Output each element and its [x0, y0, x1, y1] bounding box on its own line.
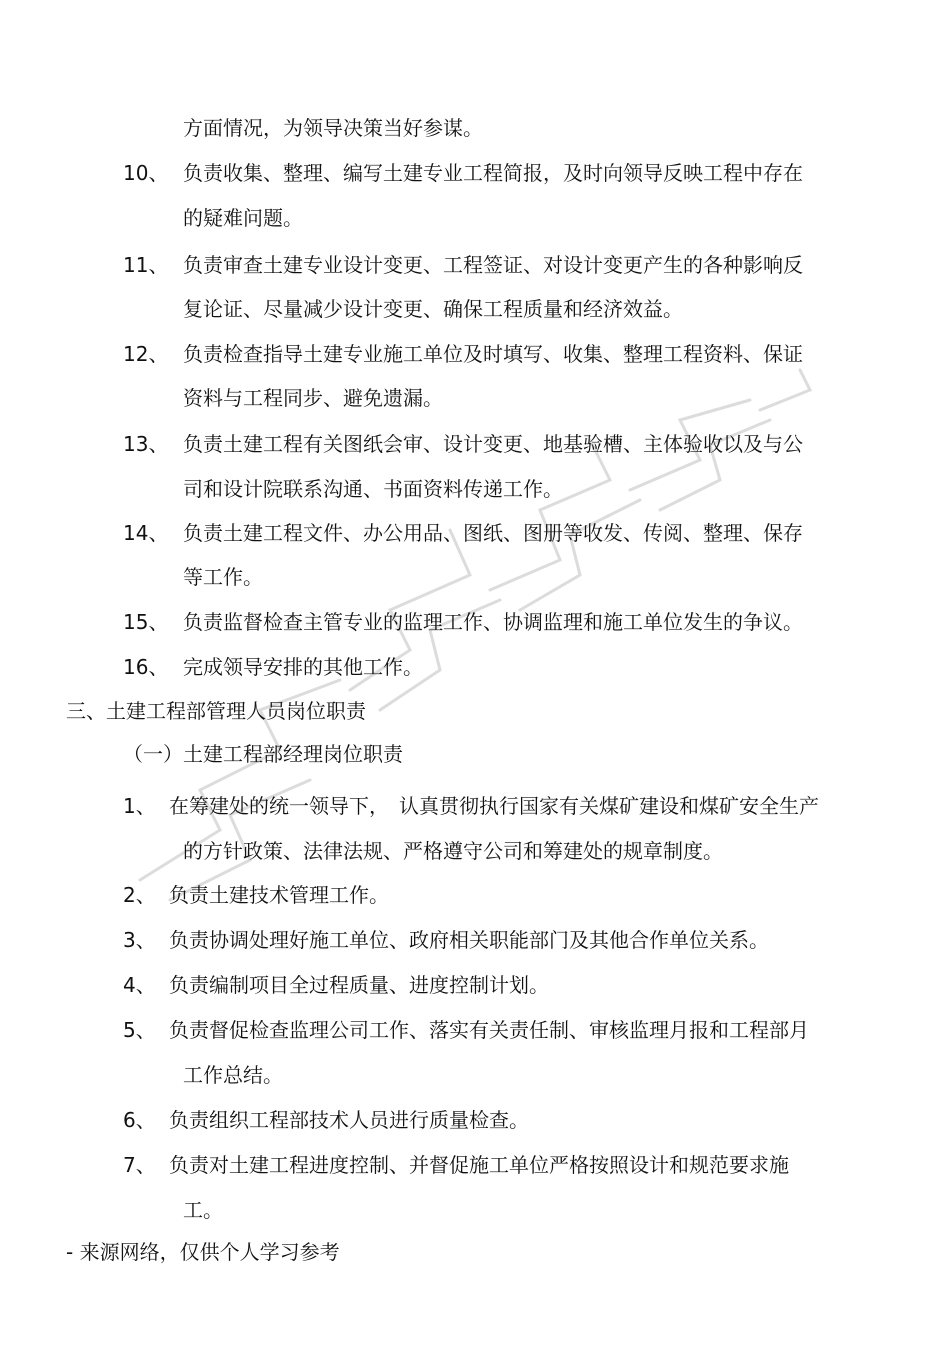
footer-note: - 来源网络，仅供个人学习参考: [66, 1240, 340, 1264]
item-number: 7、: [123, 1153, 156, 1177]
item-number: 4、: [123, 973, 156, 997]
item-text-line: 负责督促检查监理公司工作、落实有关责任制、审核监理月报和工程部月: [169, 1018, 809, 1042]
item-text-line: 负责协调处理好施工单位、政府相关职能部门及其他合作单位关系。: [169, 928, 769, 952]
item-number: 11、: [123, 253, 169, 277]
item-text-line: 工。: [183, 1198, 223, 1222]
item-number: 2、: [123, 883, 156, 907]
carryover-line: 方面情况，为领导决策当好参谋。: [183, 116, 483, 140]
item-text-line: 的疑难问题。: [183, 206, 303, 230]
item-text-line: 负责审查土建专业设计变更、工程签证、对设计变更产生的各种影响反: [183, 253, 803, 277]
item-text-line: 负责检查指导土建专业施工单位及时填写、收集、整理工程资料、保证: [183, 342, 803, 366]
item-number: 13、: [123, 432, 169, 456]
item-text-line: 负责土建工程有关图纸会审、设计变更、地基验槽、主体验收以及与公: [183, 432, 803, 456]
item-number: 12、: [123, 342, 169, 366]
item-text-line: 负责组织工程部技术人员进行质量检查。: [169, 1108, 529, 1132]
item-text-line: 负责编制项目全过程质量、进度控制计划。: [169, 973, 549, 997]
item-text-line: 负责对土建工程进度控制、并督促施工单位严格按照设计和规范要求施: [169, 1153, 789, 1177]
subsection-heading: （一）土建工程部经理岗位职责: [123, 742, 403, 766]
item-text-line: 完成领导安排的其他工作。: [183, 655, 423, 679]
item-text-line: 司和设计院联系沟通、书面资料传递工作。: [183, 477, 563, 501]
item-number: 5、: [123, 1018, 156, 1042]
item-number: 16、: [123, 655, 169, 679]
item-number: 10、: [123, 161, 169, 185]
item-text-line: 负责土建工程文件、办公用品、图纸、图册等收发、传阅、整理、保存: [183, 521, 803, 545]
item-text-line: 复论证、尽量减少设计变更、确保工程质量和经济效益。: [183, 297, 683, 321]
item-number: 1、: [123, 794, 156, 818]
item-number: 15、: [123, 610, 169, 634]
item-text-line: 负责监督检查主管专业的监理工作、协调监理和施工单位发生的争议。: [183, 610, 803, 634]
item-number: 14、: [123, 521, 169, 545]
section-heading: 三、土建工程部管理人员岗位职责: [66, 699, 366, 723]
item-text-line: 资料与工程同步、避免遗漏。: [183, 386, 443, 410]
item-text-line: 在筹建处的统一领导下， 认真贯彻执行国家有关煤矿建设和煤矿安全生产: [169, 794, 819, 818]
item-text-line: 工作总结。: [183, 1063, 283, 1087]
item-text-line: 的方针政策、法律法规、严格遵守公司和筹建处的规章制度。: [183, 839, 723, 863]
item-text-line: 等工作。: [183, 565, 263, 589]
item-text-line: 负责收集、整理、编写土建专业工程简报，及时向领导反映工程中存在: [183, 161, 803, 185]
item-number: 3、: [123, 928, 156, 952]
item-number: 6、: [123, 1108, 156, 1132]
item-text-line: 负责土建技术管理工作。: [169, 883, 389, 907]
